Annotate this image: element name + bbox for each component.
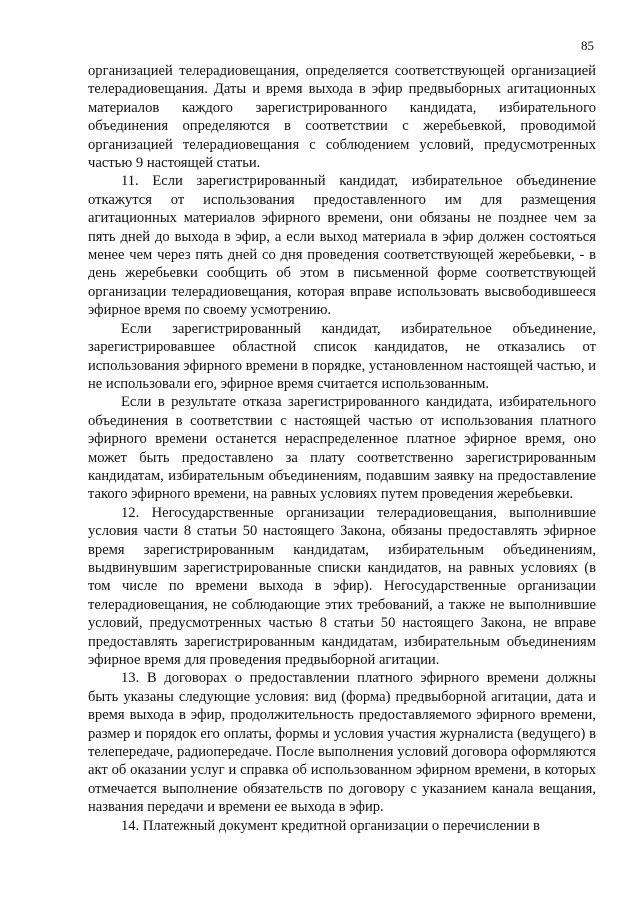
document-body xyxy=(88,62,596,835)
paragraph-unallocated-airtime: Если в результате отказа зарегистрированного кандидата, избирательного объединения в соответствии с настоящей частью от использования платного эфирного времени останется нераспределенное платное эфирное время, оно может быть предоставлено за плату соответственно зарегистрированным кандидатам, избирательным объединениям, подавшим заявку на предоставление такого эфирного времени, на равных условиях путем проведения жеребьевки. xyxy=(88,394,596,503)
paragraph-continuation: организацией телерадиовещания, определяется соответствующей организацией телерадиовещания. Даты и время выхода в эфир предвыборных агитационных материалов каждого зарегистрированного кандидата, избирательного объединения определяются в соответствии с жеребьевкой, проводимой организацией телерадиовещания с соблюдением условий, предусмотренных частью 9 настоящей статьи. xyxy=(88,63,596,172)
paragraph-part-11: 11. Если зарегистрированный кандидат, избирательное объединение откажутся от использования предоставленного им для размещения агитационных материалов эфирного времени, они обязаны не позднее чем за пять дней до выхода в эфир, а если выход материала в эфир должен состояться менее чем через пять дней со дня проведения соответствующей жеребьевки, - в день жеребьевки сообщить об этом в письменной форме соответствующей организации телерадиовещания, которая вправе использовать высвободившееся эфирное время по своему усмотрению. xyxy=(88,173,596,319)
paragraph-unused-airtime: Если зарегистрированный кандидат, избирательное объединение, зарегистрировавшее областной список кандидатов, не отказались от использования эфирного времени в порядке, установленном настоящей частью, и не использовали его, эфирное время считается использованным. xyxy=(88,320,597,392)
paragraph-part-13: 13. В договорах о предоставлении платного эфирного времени должны быть указаны следующие условия: вид (форма) предвыборной агитации, дата и время выхода в эфир, продолжительность предоставляемого эфирного времени, размер и порядок его оплаты, формы и условия участия журналиста (ведущего) в телепередаче, радиопередаче. После выполнения условий договора оформляются акт об оказании услуг и справка об использованном эфирном времени, в которых отмечается выполнение обязательств по договору с указанием канала вещания, названия передачи и времени ее выхода в эфир. xyxy=(88,670,596,816)
page-number: 85 xyxy=(581,38,594,53)
paragraph-part-14: 14. Платежный документ кредитной организации о перечислении в xyxy=(121,817,540,834)
paragraph-part-12: 12. Негосударственные организации телерадиовещания, выполнившие условия части 8 статьи 50 настоящего Закона, обязаны предоставлять эфирное время зарегистрированным кандидатам, избирательным объединениям, выдвинувшим зарегистрированные списки кандидатов, на равных условиях (в том числе по времени выхода в эфир). Негосударственные организации телерадиовещания, не соблюдающие этих требований, а также не выполнившие условий, предусмотренных частью 8 статьи 50 настоящего Закона, не вправе предоставлять зарегистрированным кандидатам, избирательным объединениям эфирное время для проведения предвыборной агитации. xyxy=(88,504,596,668)
